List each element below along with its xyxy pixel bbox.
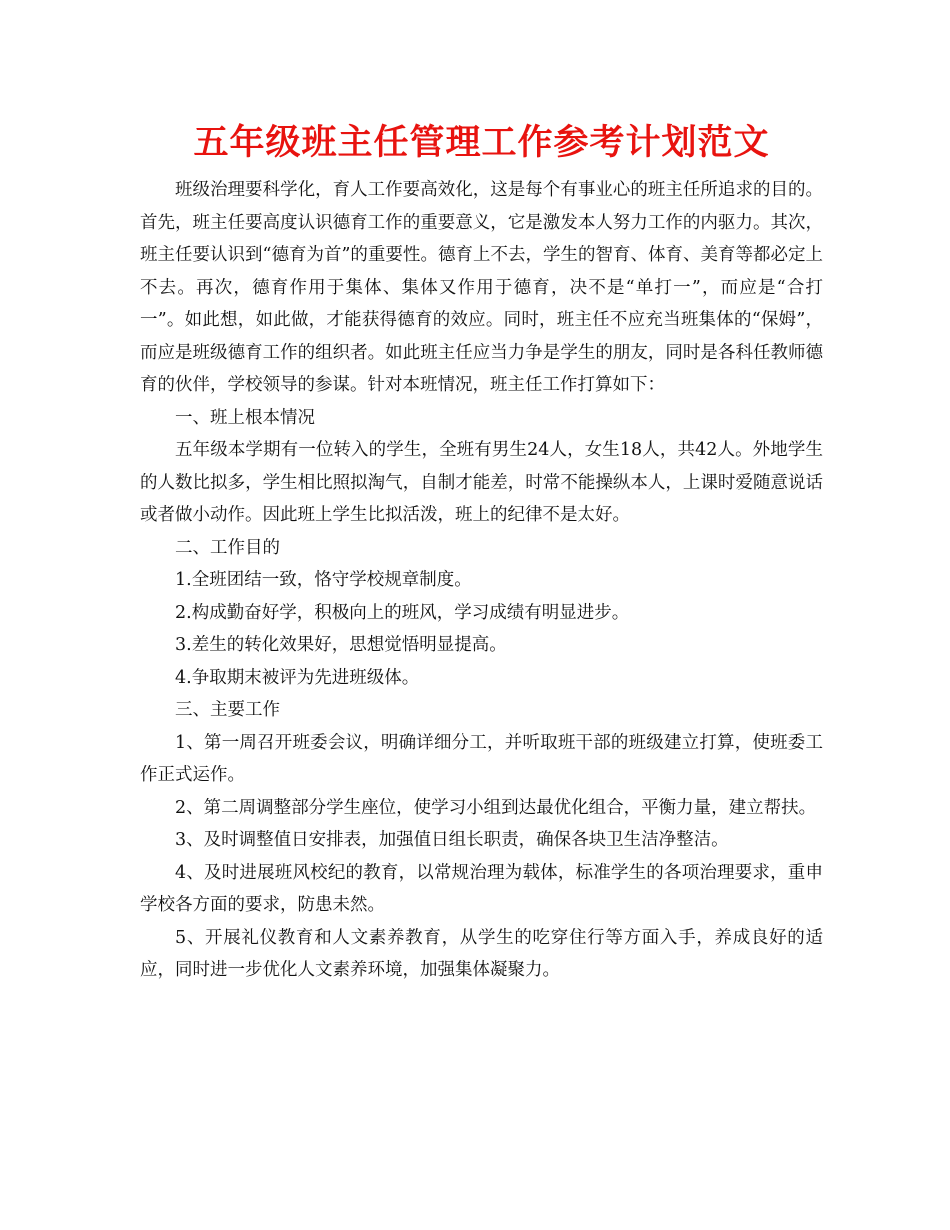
heading-main-work: 三、主要工作 [175,700,280,720]
goal-item: 4.争取期末被评为先进班级体。 [175,667,420,688]
goal-item: 2.构成勤奋好学，积极向上的班风，学习成绩有明显进步。 [175,602,630,623]
paragraph-class-situation: 五年级本学期有一位转入的学生，全班有男生24人，女生18人，共42人。外地学生的人数比拟多，学生相比照拟淘气，自制才能差，时常不能操纵本人，上课时爱随意说话或者做小动作。因此班上学生比拟活泼，班上的纪律不是太好。 [140,440,823,525]
work-item: 4、及时进展班风校纪的教育，以常规治理为载体，标准学生的各项治理要求，重申学校各方面的要求，防患未然。 [140,862,823,915]
work-item: 3、及时调整值日安排表，加强值日组长职责，确保各块卫生洁净整洁。 [175,830,729,850]
heading-work-goals: 二、工作目的 [175,537,280,558]
document-title: 五年级班主任管理工作参考计划范文 [193,123,770,163]
goal-item: 1.全班团结一致，恪守学校规章制度。 [175,570,472,590]
work-item: 1、第一周召开班委会议，明确详细分工，并听取班干部的班级建立打算，使班委工作正式运作。 [140,732,823,785]
document-page [140,118,823,987]
goal-item: 3.差生的转化效果好，思想觉悟明显提高。 [175,635,507,655]
paragraph-intro: 班级治理要科学化，育人工作要高效化，这是每个有事业心的班主任所追求的目的。首先，班主任要高度认识德育工作的重要意义，它是激发本人努力工作的内驱力。其次，班主任要认识到“德育为首”的重要性。德育上不去，学生的智育、体育、美育等都必定上不去。再次，德育作用于集体、集体又作用于德育，决不是“单打一”，而应是“合打一”。如此想，如此做，才能获得德育的效应。同时，班主任不应充当班集体的“保姆”，而应是班级德育工作的组织者。如此班主任应当力争是学生的朋友，同时是各科任教师德育的伙伴，学校领导的参谋。针对本班情况，班主任工作打算如下： [140,180,823,395]
work-item: 2、第二周调整部分学生座位，使学习小组到达最优化组合，平衡力量，建立帮扶。 [175,797,817,818]
heading-class-situation: 一、班上根本情况 [175,407,315,428]
document-body [140,174,823,987]
work-item: 5、开展礼仪教育和人文素养教育，从学生的吃穿住行等方面入手，养成良好的适应，同时进一步优化人文素养环境，加强集体凝聚力。 [140,927,823,980]
